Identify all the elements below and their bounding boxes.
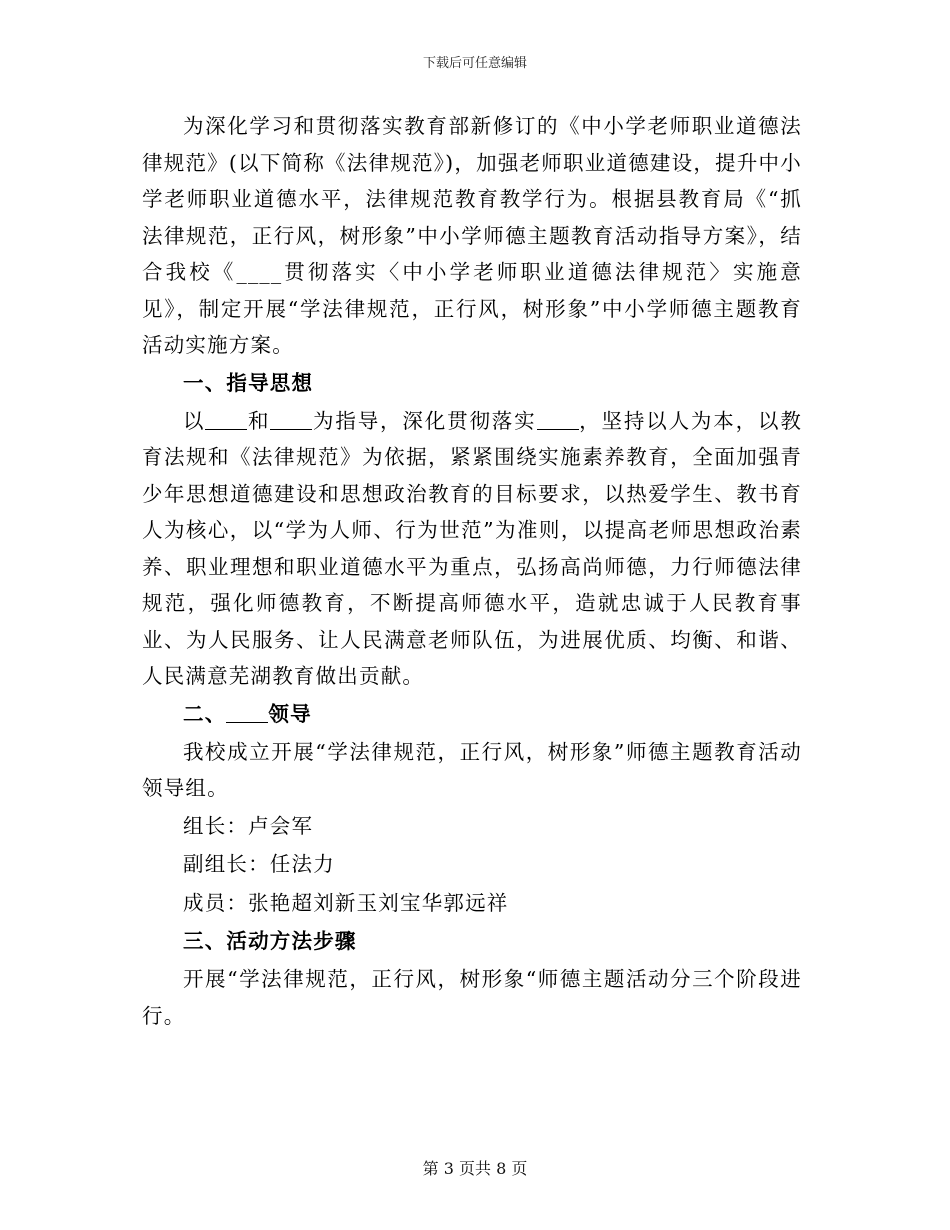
members-line: 成员：张艳超刘新玉刘宝华郭远祥 bbox=[183, 890, 509, 915]
fill-blank bbox=[226, 702, 268, 723]
fill-blank bbox=[270, 409, 312, 430]
section-2-heading-prefix: 二、 bbox=[183, 701, 227, 726]
section-1-text-a: 以 bbox=[183, 408, 206, 433]
section-3-heading: 三、活动方法步骤 bbox=[183, 929, 357, 953]
section-3-paragraph: 开展“学法律规范，正行风，树形象“师德主题活动分三个阶段进行。 bbox=[142, 967, 802, 1028]
section-1-paragraph bbox=[142, 403, 802, 695]
section-1-text-b: 和 bbox=[247, 408, 271, 433]
fill-blank bbox=[205, 409, 247, 430]
leader-line: 组长：卢会军 bbox=[183, 813, 314, 838]
vice-leader-line: 副组长：任法力 bbox=[183, 852, 335, 876]
page-header: 下载后可任意编辑 bbox=[422, 56, 527, 71]
section-1-heading: 一、指导思想 bbox=[183, 370, 314, 395]
section-2-heading bbox=[142, 695, 802, 734]
section-2-paragraph: 我校成立开展“学法律规范，正行风，树形象”师德主题教育活动领导组。 bbox=[142, 739, 802, 800]
intro-paragraph: 为深化学习和贯彻落实教育部新修订的《中小学老师职业道德法律规范》(以下简称《法律规范》)，加强老师职业道德建设，提升中小学老师职业道德水平，法律规范教育教学行为。根据县教育局《“抓法律规范，正行风，树形象”中小学师德主题教育活动指导方案》，结合我校《____贯彻落实〈中小学老师职业道德法律规范〉实施意见》，制定开展“学法律规范，正行风，树形象”中小学师德主题教育活动实施方案。 bbox=[142, 114, 802, 357]
page-footer: 第 3 页共 8 页 bbox=[422, 1159, 528, 1178]
section-1-text-d: ，坚持以人为本，以教育法规和《法律规范》为依据，紧紧围绕实施素养教育，全面加强青少年思想道德建设和思想政治教育的目标要求，以热爱学生、教书育人为核心，以“学为人师、行为世范”为准则，以提高老师思想政治素养、职业理想和职业道德水平为重点，弘扬高尚师德，力行师德法律规范，强化师德教育，不断提高师德水平，造就忠诚于人民教育事业、为人民服务、让人民满意老师队伍，为进展优质、均衡、和谐、人民满意芜湖教育做出贡献。 bbox=[142, 408, 803, 688]
fill-blank bbox=[537, 409, 579, 430]
section-2-heading-suffix: 领导 bbox=[268, 701, 312, 726]
document-body bbox=[142, 108, 802, 1034]
section-1-text-c: 为指导，深化贯彻落实 bbox=[312, 408, 537, 433]
